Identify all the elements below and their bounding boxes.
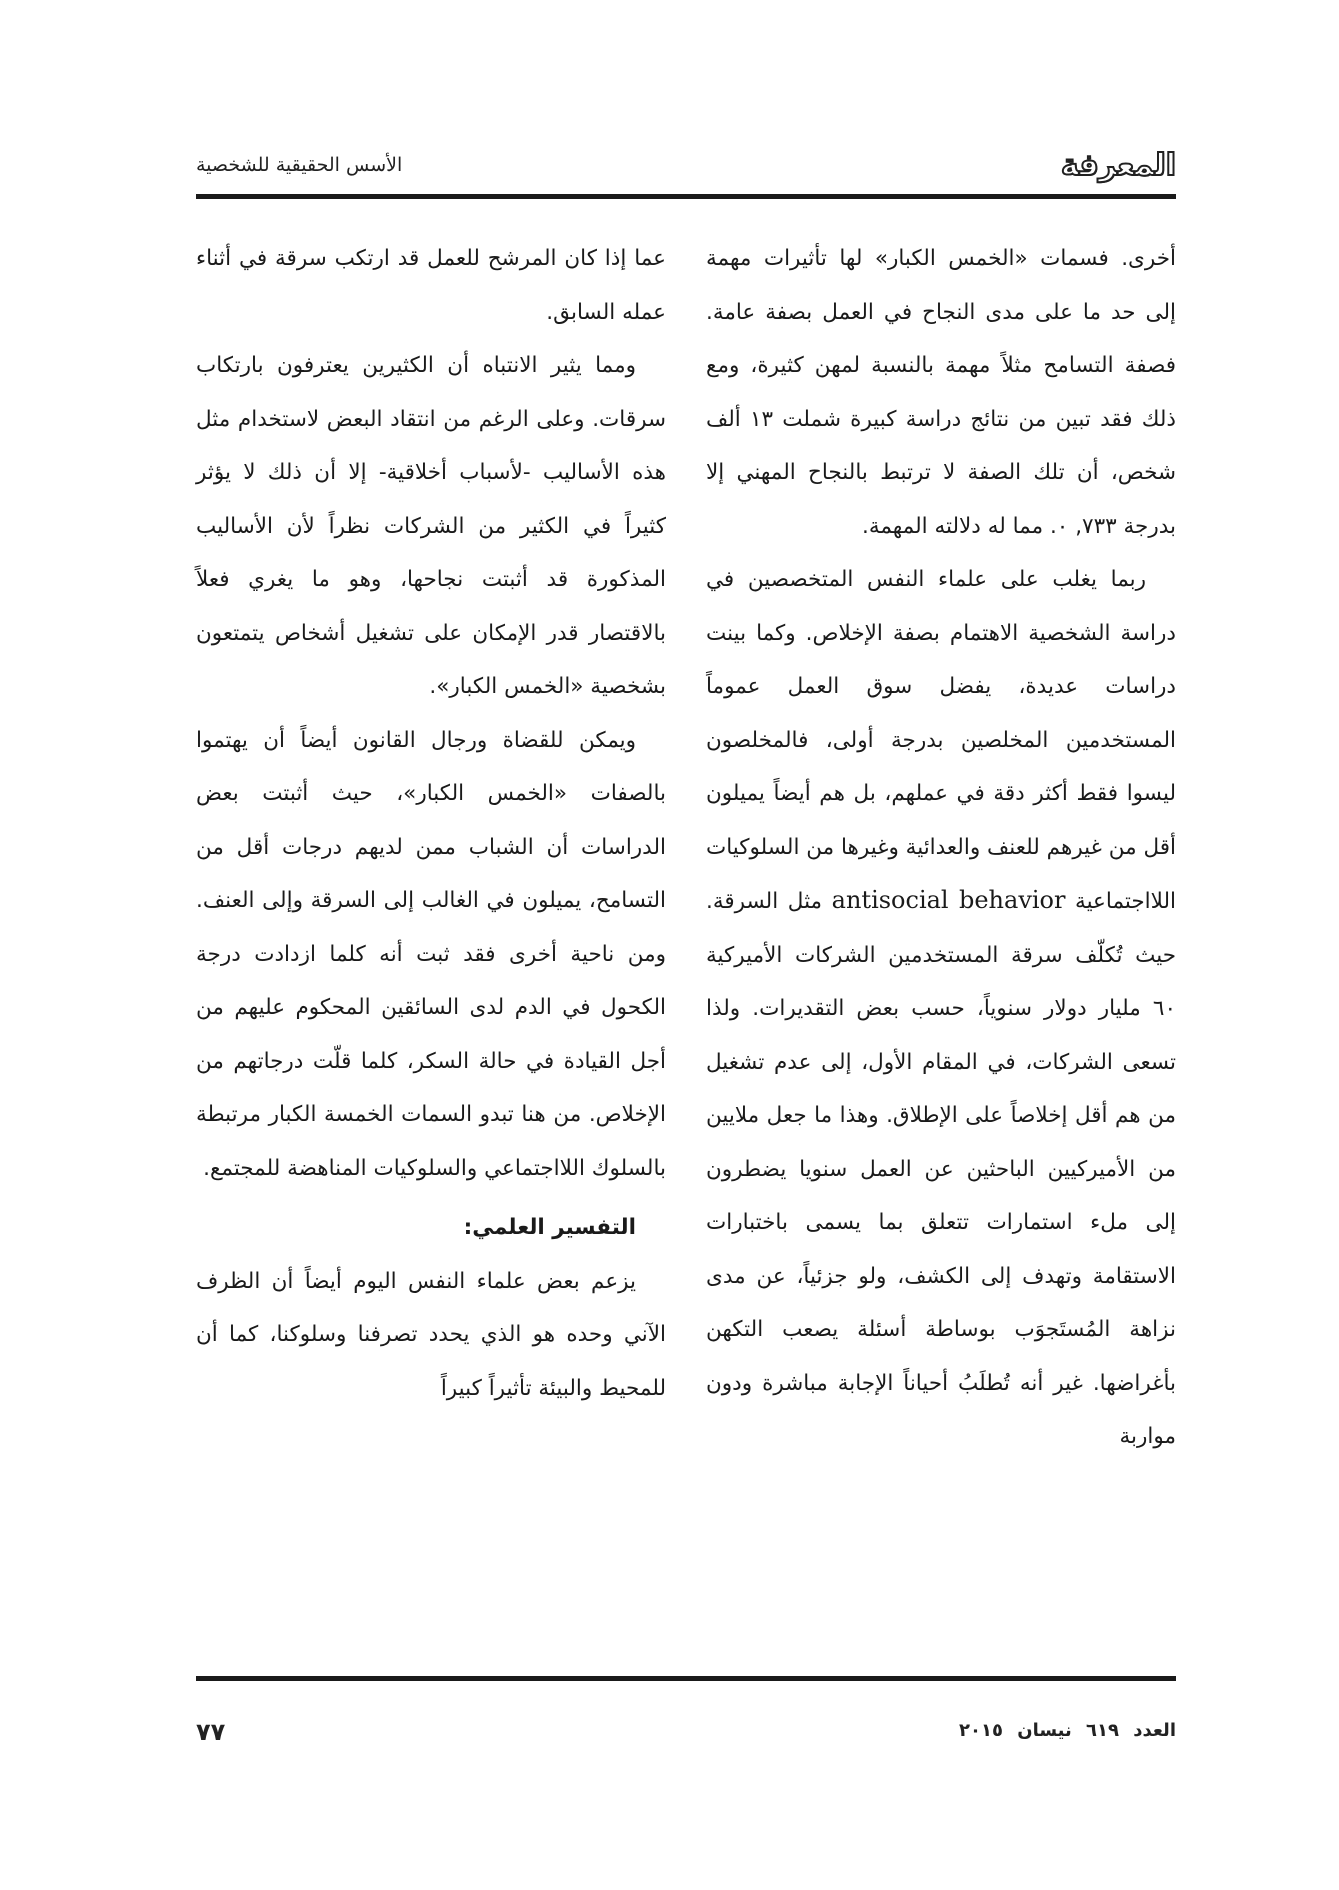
magazine-logo: المعرفة — [1060, 148, 1176, 183]
left-column — [196, 232, 666, 1415]
right-column — [706, 232, 1176, 1464]
section-heading: التفسير العلمي: — [463, 1215, 636, 1240]
paragraph-text: ربما يغلب على علماء النفس المتخصصين في دراسة الشخصية الاهتمام بصفة الإخلاص. وكما بينت دراسات عديدة، يفضل سوق العمل عموماً المستخدمين المخلصين بدرجة أولى، فالمخلصون ليسوا فقط أكثر دقة في عملهم، بل هم أيضاً يميلون أقل من غيرهم للعنف والعدائية وغيرها من السلوكيات اللااجتماعية — [705, 567, 1176, 914]
paragraph: ومما يثير الانتباه أن الكثيرين يعترفون بارتكاب سرقات. وعلى الرغم من انتقاد البعض لاستخدام مثل هذه الأساليب -لأسباب أخلاقية- إلا أن ذلك لا يؤثر كثيراً في الكثير من الشركات نظراً لأن الأساليب المذكورة قد أثبتت نجاحها، وهو ما يغري فعلاً بالاقتصار قدر الإمكان على تشغيل أشخاص يتمتعون بشخصية «الخمس الكبار». — [196, 353, 666, 699]
page-header — [196, 148, 1176, 194]
footer-rule — [196, 1676, 1176, 1681]
header-rule — [196, 194, 1176, 199]
issue-info: العدد ٦١٩ نيسان ٢٠١٥ — [959, 1720, 1176, 1741]
paragraph: أخرى. فسمات «الخمس الكبار» لها تأثيرات مهمة إلى حد ما على مدى النجاح في العمل بصفة عامة. فصفة التسامح مثلاً مهمة بالنسبة لمهن كثيرة، ومع ذلك فقد تبين من نتائج دراسة كبيرة شملت ١٣ ألف شخص، أن تلك الصفة لا ترتبط بالنجاح المهني إلا بدرجة ٧٣٣, ٠. مما له دلالته المهمة. — [706, 246, 1176, 539]
latin-term: antisocial behavior — [831, 886, 1066, 914]
paragraph-text: مثل السرقة. حيث تُكلّف سرقة المستخدمين الشركات الأميركية ٦٠ مليار دولار سنوياً، حسب بعض التقديرات. ولذا تسعى الشركات، في المقام الأول، إلى عدم تشغيل من هم أقل إخلاصاً على الإطلاق. وهذا ما جعل ملايين من الأميركيين الباحثين عن العمل سنويا يضطرون إلى ملء استمارات تتعلق بما يسمى باختبارات الاستقامة وتهدف إلى الكشف، ولو جزئياً، عن مدى نزاهة المُستَجوَب بوساطة أسئلة يصعب التكهن بأغراضها. غير أنه تُطلَبُ أحياناً الإجابة مباشرة ودون مواربة — [706, 889, 1176, 1449]
paragraph: ويمكن للقضاة ورجال القانون أيضاً أن يهتموا بالصفات «الخمس الكبار»، حيث أثبتت بعض الدراسات أن الشباب ممن لديهم درجات أقل من التسامح، يميلون في الغالب إلى السرقة وإلى العنف. ومن ناحية أخرى فقد ثبت أنه كلما ازدادت درجة الكحول في الدم لدى السائقين المحكوم عليهم من أجل القيادة في حالة السكر، كلما قلّت درجاتهم من الإخلاص. من هنا تبدو السمات الخمسة الكبار مرتبطة بالسلوك اللااجتماعي والسلوكيات المناهضة للمجتمع. — [196, 727, 666, 1181]
running-title: الأسس الحقيقية للشخصية — [196, 154, 403, 176]
paragraph: عما إذا كان المرشح للعمل قد ارتكب سرقة في أثناء عمله السابق. — [196, 246, 666, 325]
page-footer — [196, 1718, 1176, 1754]
paragraph: يزعم بعض علماء النفس اليوم أيضاً أن الظرف الآني وحده هو الذي يحدد تصرفنا وسلوكنا، كما أن للمحيط والبيئة تأثيراً كبيراً — [196, 1268, 666, 1401]
paragraph — [706, 553, 1176, 1464]
page-number: ٧٧ — [196, 1718, 226, 1746]
